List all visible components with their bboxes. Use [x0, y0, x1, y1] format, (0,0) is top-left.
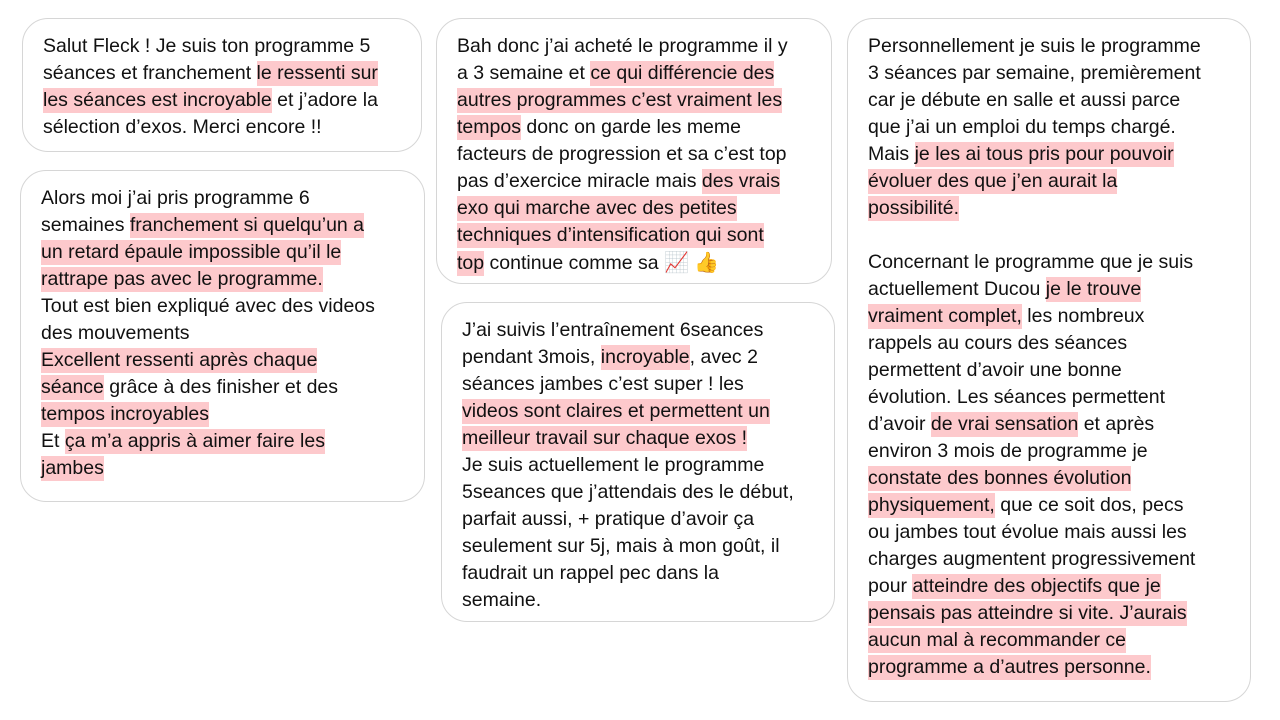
highlighted-text: programme a d’autres personne.: [868, 656, 1151, 678]
review-line: [457, 195, 815, 222]
review-text: Personnellement je suis le programme: [868, 35, 1201, 57]
review-line: [457, 33, 815, 60]
highlighted-text: tempos incroyables: [41, 403, 209, 425]
review-line: [462, 371, 818, 398]
review-line: [457, 60, 815, 87]
review-line: [41, 293, 408, 320]
review-line: [868, 546, 1234, 573]
review-text: ou jambes tout évolue mais aussi les: [868, 521, 1187, 543]
review-line: [462, 317, 818, 344]
review-text: faudrait un rappel pec dans la: [462, 562, 719, 584]
review-text: rappels au cours des séances: [868, 332, 1128, 354]
review-text: J’ai suivis l’entraînement 6seances: [462, 319, 764, 341]
review-text: séances jambes c’est super ! les: [462, 373, 744, 395]
review-line: [868, 465, 1234, 492]
review-text: Concernant le programme que je suis: [868, 251, 1194, 273]
review-text: les nombreux: [1021, 305, 1145, 327]
thumbs-up-icon: 👍: [694, 250, 720, 274]
review-text: sélection d’exos. Merci encore !!: [43, 116, 322, 138]
review-card-4: [441, 302, 835, 622]
highlighted-text: évoluer des que j’en aurait la: [868, 170, 1118, 192]
review-text: seulement sur 5j, mais à mon goût, il: [462, 535, 780, 557]
review-text: car je débute en salle et aussi parce: [868, 89, 1181, 111]
highlighted-text: franchement si quelqu’un a: [129, 214, 365, 236]
review-text: évolution. Les séances permettent: [868, 386, 1166, 408]
review-text: continue comme sa: [484, 252, 665, 274]
review-line: [868, 168, 1234, 195]
review-line: [41, 428, 408, 455]
highlighted-text: constate des bonnes évolution: [868, 467, 1132, 489]
review-text: semaine.: [462, 589, 542, 611]
highlighted-text: ça m’a appris à aimer faire les: [64, 430, 325, 452]
review-text: , avec 2: [689, 346, 758, 368]
highlighted-text: rattrape pas avec le programme.: [41, 268, 323, 290]
highlighted-text: autres programmes c’est vraiment les: [457, 89, 783, 111]
highlighted-text: tempos: [457, 116, 521, 138]
review-text: Mais: [868, 143, 915, 165]
highlighted-text: meilleur travail sur chaque exos !: [462, 427, 748, 449]
paragraph-break: [868, 222, 1234, 249]
review-line: [868, 303, 1234, 330]
review-line: [43, 114, 405, 141]
review-line: [41, 212, 408, 239]
highlighted-text: le ressenti sur: [256, 62, 378, 84]
review-line: [868, 330, 1234, 357]
review-text: et j’adore la: [271, 89, 378, 111]
highlighted-text: les séances est incroyable: [43, 89, 272, 111]
review-line: [462, 398, 818, 425]
highlighted-text: vraiment complet,: [868, 305, 1022, 327]
review-card-1: [22, 18, 422, 152]
review-line: [868, 141, 1234, 168]
review-text: séances et franchement: [43, 62, 257, 84]
highlighted-text: top: [457, 252, 485, 274]
review-line: [41, 185, 408, 212]
review-line: [457, 141, 815, 168]
review-text: Et: [41, 430, 65, 452]
highlighted-text: je les ai tous pris pour pouvoir: [914, 143, 1174, 165]
review-text: pas d’exercice miracle mais: [457, 170, 702, 192]
review-line: [868, 492, 1234, 519]
review-line: [41, 374, 408, 401]
review-line: [457, 114, 815, 141]
review-text: parfait aussi, + pratique d’avoir ça: [462, 508, 755, 530]
review-card-2: [20, 170, 425, 502]
review-line: [43, 87, 405, 114]
highlighted-text: exo qui marche avec des petites: [457, 197, 737, 219]
review-text: Alors moi j’ai pris programme 6: [41, 187, 310, 209]
highlighted-text: aucun mal à recommander ce: [868, 629, 1126, 651]
review-text: grâce à des finisher et des: [103, 376, 339, 398]
review-line: [868, 33, 1234, 60]
review-line: [457, 222, 815, 249]
review-line: [868, 519, 1234, 546]
review-line: [868, 627, 1234, 654]
review-text: 3 séances par semaine, premièrement: [868, 62, 1201, 84]
review-line: [41, 347, 408, 374]
highlighted-text: je le trouve: [1045, 278, 1142, 300]
review-line: [868, 438, 1234, 465]
review-text: semaines: [41, 214, 130, 236]
review-line: [41, 455, 408, 482]
highlighted-text: videos sont claires et permettent un: [462, 400, 770, 422]
review-line: [868, 654, 1234, 681]
review-text: que ce soit dos, pecs: [994, 494, 1184, 516]
review-line: [41, 320, 408, 347]
review-text: Salut Fleck ! Je suis ton programme 5: [43, 35, 371, 57]
highlighted-text: atteindre des objectifs que je: [912, 575, 1161, 597]
review-line: [462, 452, 818, 479]
review-text: donc on garde les meme: [520, 116, 741, 138]
review-line: [868, 384, 1234, 411]
review-line: [868, 276, 1234, 303]
highlighted-text: pensais pas atteindre si vite. J’aurais: [868, 602, 1187, 624]
highlighted-text: un retard épaule impossible qu’il le: [41, 241, 342, 263]
review-text: pendant 3mois,: [462, 346, 601, 368]
review-line: [868, 249, 1234, 276]
review-line: [868, 573, 1234, 600]
review-line: [462, 587, 818, 614]
review-line: [462, 506, 818, 533]
review-text: Je suis actuellement le programme: [462, 454, 765, 476]
highlighted-text: incroyable: [600, 346, 690, 368]
review-text: que j’ai un emploi du temps chargé.: [868, 116, 1176, 138]
review-text: d’avoir: [868, 413, 931, 435]
review-text: et après: [1078, 413, 1155, 435]
review-text: Bah donc j’ai acheté le programme il y: [457, 35, 788, 57]
chart-increasing-icon: 📈: [664, 250, 689, 274]
review-card-3: [436, 18, 832, 284]
review-line: [41, 266, 408, 293]
highlighted-text: physiquement,: [868, 494, 995, 516]
review-text: Tout est bien expliqué avec des videos: [41, 295, 375, 317]
review-text: pour: [868, 575, 913, 597]
review-line: [457, 87, 815, 114]
review-line: [868, 600, 1234, 627]
review-line: [868, 357, 1234, 384]
highlighted-text: techniques d’intensification qui sont: [457, 224, 764, 246]
review-text: a 3 semaine et: [457, 62, 591, 84]
review-text: permettent d’avoir une bonne: [868, 359, 1122, 381]
review-line: [462, 560, 818, 587]
highlighted-text: des vrais: [701, 170, 780, 192]
review-line: [462, 425, 818, 452]
review-line: [868, 87, 1234, 114]
review-line: [868, 60, 1234, 87]
highlighted-text: séance: [41, 376, 104, 398]
review-text: 5seances que j’attendais des le début,: [462, 481, 794, 503]
review-line: [41, 401, 408, 428]
highlighted-text: Excellent ressenti après chaque: [41, 349, 318, 371]
review-line: [43, 33, 405, 60]
review-line: [462, 344, 818, 371]
review-line: [868, 195, 1234, 222]
review-line: [462, 479, 818, 506]
review-text: facteurs de progression et sa c’est top: [457, 143, 787, 165]
highlighted-text: ce qui différencie des: [590, 62, 775, 84]
highlighted-text: jambes: [41, 457, 104, 479]
review-text: environ 3 mois de programme je: [868, 440, 1148, 462]
review-line: [457, 249, 815, 277]
review-line: [43, 60, 405, 87]
review-text: charges augmentent progressivement: [868, 548, 1196, 570]
highlighted-text: possibilité.: [868, 197, 960, 219]
review-line: [41, 239, 408, 266]
review-text: des mouvements: [41, 322, 190, 344]
review-line: [868, 114, 1234, 141]
review-card-5: [847, 18, 1251, 702]
highlighted-text: de vrai sensation: [930, 413, 1079, 435]
review-text: actuellement Ducou: [868, 278, 1046, 300]
review-line: [868, 411, 1234, 438]
review-line: [457, 168, 815, 195]
review-line: [462, 533, 818, 560]
